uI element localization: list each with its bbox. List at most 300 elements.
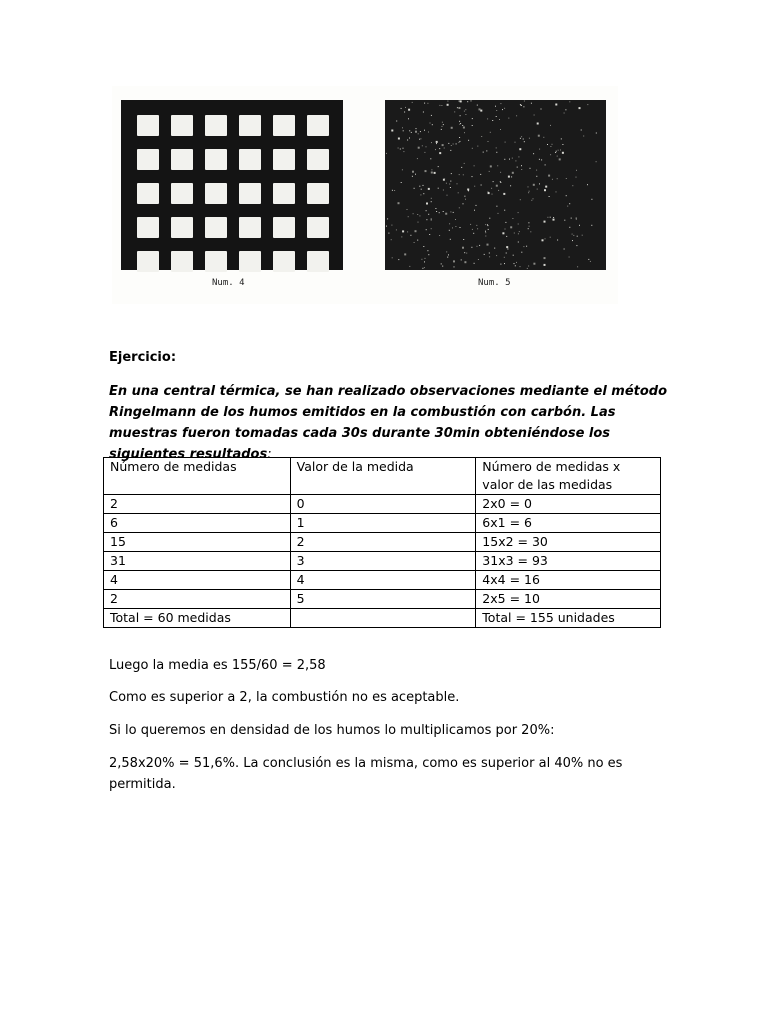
speckle-dot: [562, 152, 564, 154]
statement-tail: :: [267, 447, 272, 462]
speckle-dot: [426, 229, 427, 230]
speckle-dot: [472, 118, 473, 119]
speckle-dot: [443, 211, 444, 212]
speckle-dot: [452, 227, 453, 228]
speckle-dot: [506, 236, 507, 237]
speckle-dot: [409, 266, 410, 267]
table-cell: 15: [104, 533, 291, 552]
speckle-dot: [503, 193, 505, 195]
speckle-dot: [431, 219, 432, 220]
perforation-hole: [307, 217, 329, 238]
speckle-dot: [519, 231, 520, 232]
speckle-dot: [587, 104, 588, 105]
speckle-dot: [447, 257, 448, 258]
speckle-dot: [560, 150, 561, 151]
speckle-dot: [436, 141, 438, 143]
speckle-dot: [470, 224, 471, 225]
speckle-dot: [564, 113, 565, 114]
speckle-dot: [529, 191, 530, 192]
speckle-dot: [496, 206, 497, 207]
table-cell: 4: [290, 571, 476, 590]
speckle-dot: [528, 186, 529, 187]
speckle-dot: [459, 101, 460, 102]
table-row: [104, 571, 661, 590]
speckle-dot: [488, 141, 489, 142]
perforation-hole: [205, 251, 227, 272]
table-row: [104, 495, 661, 514]
speckle-dot: [545, 186, 547, 188]
speckle-dot: [431, 115, 432, 116]
table-cell: 15x2 = 30: [476, 533, 661, 552]
speckle-dot: [552, 179, 553, 180]
speckle-dot: [496, 147, 497, 148]
speckle-dot: [428, 214, 429, 215]
speckle-dot: [408, 109, 410, 111]
speckle-dot: [512, 218, 513, 219]
speckle-dot: [387, 218, 388, 219]
speckle-dot: [429, 234, 430, 235]
exercise-statement: [109, 381, 669, 465]
speckle-dot: [461, 259, 462, 260]
speckle-dot: [453, 144, 454, 145]
speckle-dot: [561, 138, 562, 139]
speckle-dot: [547, 144, 548, 145]
table-cell: 31x3 = 93: [476, 552, 661, 571]
speckle-dot: [412, 176, 413, 177]
perforation-grid: [137, 115, 329, 272]
speckle-dot: [506, 246, 508, 248]
speckle-dot: [409, 130, 410, 131]
speckle-dot: [401, 182, 402, 183]
speckle-dot: [431, 169, 432, 170]
perforation-hole: [239, 115, 261, 136]
speckle-dot: [478, 259, 479, 260]
speckle-dot: [477, 105, 478, 106]
speckle-dot: [443, 124, 444, 125]
speckle-dot: [569, 101, 570, 102]
speckle-dot: [464, 196, 465, 197]
speckle-dot: [539, 149, 540, 150]
speckle-dot: [431, 142, 432, 143]
speckle-dot: [451, 173, 452, 174]
perforation-hole: [205, 149, 227, 170]
speckle-dot: [506, 253, 507, 254]
perforation-hole: [273, 115, 295, 136]
speckle-dot: [556, 191, 557, 192]
speckle-dot: [483, 152, 484, 153]
perforation-hole: [307, 115, 329, 136]
speckle-dot: [398, 202, 400, 204]
table-row: [104, 533, 661, 552]
perforation-hole: [171, 115, 193, 136]
speckle-dot: [529, 138, 530, 139]
speckle-dot: [460, 100, 462, 102]
speckle-dot: [431, 198, 432, 199]
speckle-dot: [423, 112, 424, 113]
speckle-dot: [480, 110, 482, 112]
speckle-dot: [441, 105, 442, 106]
speckle-dot: [463, 203, 464, 204]
speckle-dot: [450, 187, 451, 188]
speckle-dot: [426, 210, 427, 211]
speckle-dot: [451, 127, 453, 129]
speckle-dot: [405, 107, 406, 108]
speckle-dot: [403, 148, 404, 149]
speckle-dot: [412, 171, 414, 173]
speckle-dot: [403, 130, 404, 131]
speckle-dot: [545, 238, 546, 239]
speckle-dot: [426, 203, 428, 205]
speckle-dot: [481, 185, 482, 186]
speckle-dot: [477, 146, 478, 147]
speckle-dot: [392, 190, 393, 191]
speckle-dot: [442, 122, 443, 123]
speckle-dot: [564, 249, 565, 250]
speckle-dot: [490, 132, 491, 133]
speckle-dot: [485, 224, 486, 225]
speckle-dot: [569, 257, 570, 258]
speckle-dot: [425, 170, 427, 172]
speckle-dot: [582, 235, 583, 236]
speckle-dot: [539, 183, 540, 184]
speckle-dot: [487, 225, 488, 226]
speckle-dot: [543, 137, 544, 138]
perforation-hole: [137, 217, 159, 238]
speckle-dot: [418, 222, 419, 223]
speckle-dot: [394, 190, 395, 191]
speckle-dot: [572, 234, 573, 235]
speckle-dot: [583, 136, 584, 137]
speckle-dot: [416, 128, 417, 129]
speckle-dot: [533, 184, 535, 186]
speckle-dot: [391, 130, 393, 132]
speckle-dot: [530, 231, 531, 232]
speckle-dot: [411, 132, 412, 133]
speckle-dot: [428, 132, 429, 133]
speckle-dot: [463, 127, 465, 129]
speckle-dot: [520, 138, 521, 139]
speckle-dot: [524, 101, 525, 102]
speckle-dot: [556, 151, 557, 152]
speckle-dot: [559, 158, 561, 160]
table-cell: 6: [104, 514, 291, 533]
speckle-dot: [490, 165, 492, 167]
speckle-dot: [519, 148, 521, 150]
speckle-dot: [588, 259, 589, 260]
speckle-dot: [441, 129, 442, 130]
speckle-dot: [518, 156, 519, 157]
speckle-dot: [518, 242, 519, 243]
speckle-dot: [479, 108, 481, 110]
table-row: [104, 590, 661, 609]
speckle-dot: [536, 176, 537, 177]
perforation-hole: [205, 115, 227, 136]
speckle-dot: [510, 226, 512, 228]
speckle-dot: [445, 213, 447, 215]
speckle-dot: [489, 256, 490, 257]
speckle-dot: [533, 153, 534, 154]
speckle-dot: [425, 258, 426, 259]
speckle-dot: [410, 235, 411, 236]
speckle-dot: [474, 165, 475, 166]
table-cell: 4x4 = 16: [476, 571, 661, 590]
speckle-dot: [498, 190, 499, 191]
speckle-dot: [431, 201, 432, 202]
speckle-dot: [407, 209, 408, 210]
speckle-dot: [449, 223, 450, 224]
speckle-dot: [420, 194, 421, 195]
table-cell: Total = 155 unidades: [476, 609, 661, 628]
speckle-dot: [528, 266, 529, 267]
speckle-dot: [550, 154, 551, 155]
speckle-dot: [462, 125, 463, 126]
speckle-dot: [596, 161, 597, 162]
speckle-dot: [455, 226, 456, 227]
speckle-dot: [409, 138, 410, 139]
speckle-dot: [459, 121, 460, 122]
speckle-dot: [439, 212, 440, 213]
speckle-dot: [448, 254, 449, 255]
speckle-dot: [508, 118, 509, 119]
speckle-dot: [417, 240, 418, 241]
speckle-dot: [499, 119, 500, 120]
speckle-dot: [454, 111, 455, 112]
speckle-dot: [391, 239, 392, 240]
speckle-dot: [420, 138, 421, 139]
speckle-dot: [504, 210, 505, 211]
speckle-dot: [566, 195, 567, 196]
table-cell: [290, 609, 476, 628]
perforation-hole: [205, 217, 227, 238]
speckle-dot: [564, 220, 565, 221]
table-cell: Total = 60 medidas: [104, 609, 291, 628]
speckle-dot: [459, 174, 460, 175]
speckle-dot: [527, 268, 528, 269]
table-cell: 2: [104, 495, 291, 514]
speckle-dot: [402, 127, 403, 128]
speckle-dot: [414, 188, 415, 189]
speckle-dot: [436, 211, 437, 212]
perforation-hole: [307, 183, 329, 204]
speckle-dot: [400, 149, 401, 150]
table-cell: 1: [290, 514, 476, 533]
speckle-dot: [449, 184, 450, 185]
speckle-dot: [500, 172, 501, 173]
speckle-dot: [486, 150, 487, 151]
perforation-hole: [137, 149, 159, 170]
speckle-dot: [415, 174, 416, 175]
speckle-dot: [557, 240, 558, 241]
ringelmann-card-4: [121, 100, 343, 270]
mean-paragraph: Luego la media es 155/60 = 2,58: [109, 658, 326, 673]
perforation-hole: [307, 251, 329, 272]
speckle-dot: [420, 131, 421, 132]
speckle-dot: [442, 126, 443, 127]
speckle-dot: [579, 225, 580, 226]
speckle-dot: [431, 228, 432, 229]
speckle-dot: [526, 246, 527, 247]
acceptability-paragraph: Como es superior a 2, la combustión no es aceptable.: [109, 690, 460, 705]
speckle-dot: [547, 217, 548, 218]
speckle-dot: [505, 229, 506, 230]
speckle-dot: [450, 211, 451, 212]
speckle-dot: [497, 165, 498, 166]
speckle-dot: [523, 246, 524, 247]
speckle-dot: [472, 148, 473, 149]
speckle-dot: [459, 137, 460, 138]
speckle-dot: [439, 105, 440, 106]
speckle-dot: [502, 232, 504, 234]
speckle-dot: [481, 136, 482, 137]
speckle-dot: [450, 150, 451, 151]
speckle-dot: [464, 111, 465, 112]
speckle-dot: [500, 264, 501, 265]
speckle-dot: [477, 228, 478, 229]
speckle-dot: [523, 139, 524, 140]
speckle-dot: [431, 218, 432, 219]
speckle-dot: [591, 199, 592, 200]
speckle-dot: [447, 101, 448, 102]
speckle-dot: [442, 144, 444, 146]
speckle-dot: [398, 138, 400, 140]
speckle-dot: [576, 218, 577, 219]
speckle-dot: [558, 150, 559, 151]
perforation-hole: [239, 217, 261, 238]
speckle-dot: [488, 192, 489, 193]
table-cell: 31: [104, 552, 291, 571]
speckle-dot: [398, 148, 399, 149]
speckle-dot: [566, 178, 567, 179]
speckle-dot: [408, 118, 409, 119]
speckle-dot: [536, 170, 537, 171]
speckle-dot: [569, 203, 570, 204]
speckle-dot: [444, 178, 445, 179]
perforation-hole: [273, 149, 295, 170]
speckle-dot: [413, 213, 414, 214]
speckle-dot: [414, 242, 415, 243]
speckle-dot: [577, 236, 578, 237]
speckle-dot: [542, 239, 544, 241]
speckle-dot: [467, 101, 468, 102]
speckle-dot: [502, 109, 503, 110]
speckle-dot: [524, 141, 525, 142]
speckle-dot: [500, 129, 501, 130]
speckle-dot: [457, 183, 458, 184]
speckle-dot: [457, 107, 458, 108]
speckle-dot: [544, 221, 546, 223]
speckle-dot: [485, 236, 486, 237]
speckle-dot: [477, 246, 478, 247]
speckle-dot: [537, 123, 539, 125]
table-cell: 5: [290, 590, 476, 609]
speckle-dot: [423, 193, 424, 194]
density-paragraph: Si lo queremos en densidad de los humos lo multiplicamos por 20%:: [109, 723, 555, 738]
speckle-dot: [396, 229, 397, 230]
table-cell: 3: [290, 552, 476, 571]
speckle-dot: [450, 181, 451, 182]
speckle-dot: [541, 109, 542, 110]
speckle-dot: [531, 103, 532, 104]
header-cell: Número de medidas x valor de las medidas: [476, 458, 661, 495]
speckle-dot: [539, 159, 540, 160]
perforation-hole: [137, 183, 159, 204]
perforation-hole: [137, 115, 159, 136]
speckle-dot: [426, 146, 427, 147]
table-cell: 2x5 = 10: [476, 590, 661, 609]
perforation-hole: [239, 251, 261, 272]
speckle-dot: [464, 132, 465, 133]
speckle-dot: [423, 246, 424, 247]
speckle-dot: [550, 237, 551, 238]
speckle-dot: [529, 226, 530, 227]
perforation-hole: [171, 217, 193, 238]
speckle-dot: [538, 135, 540, 137]
speckle-dot: [427, 250, 428, 251]
speckle-dot: [512, 172, 514, 174]
perforation-hole: [171, 183, 193, 204]
speckle-dot: [496, 116, 497, 117]
speckle-dot: [447, 195, 448, 196]
speckle-dot: [517, 167, 518, 168]
speckle-dot: [569, 227, 570, 228]
speckle-dot: [451, 145, 452, 146]
ringelmann-figure: [112, 86, 618, 304]
speckle-dot: [398, 259, 399, 260]
speckle-dot: [496, 255, 497, 256]
speckle-dot: [417, 158, 418, 159]
header-cell: Número de medidas: [104, 458, 291, 495]
exercise-heading: Ejercicio:: [109, 350, 177, 365]
speckle-dot: [427, 103, 428, 104]
speckle-dot: [415, 131, 417, 133]
header-cell: Valor de la medida: [290, 458, 476, 495]
results-table: [103, 457, 661, 628]
speckle-dot: [388, 233, 389, 234]
speckle-dot: [421, 259, 422, 260]
speckle-dot: [403, 151, 404, 152]
conclusion-paragraph: 2,58x20% = 51,6%. La conclusión es la misma, como es superior al 40% no es permitida.: [109, 756, 623, 792]
speckle-dot: [453, 260, 455, 262]
ringelmann-card-5: [385, 100, 606, 270]
speckle-dot: [577, 266, 578, 267]
speckle-dot: [485, 231, 486, 232]
speckle-dot: [518, 233, 519, 234]
speckle-dot: [467, 189, 469, 191]
speckle-dot: [534, 115, 535, 116]
speckle-dot: [472, 125, 473, 126]
speckle-dot: [511, 176, 512, 177]
speckle-dot: [455, 219, 456, 220]
speckle-dot: [415, 230, 417, 232]
perforation-hole: [273, 217, 295, 238]
speckle-dot: [590, 261, 591, 262]
speckle-dot: [510, 185, 511, 186]
speckle-dot: [476, 205, 477, 206]
speckle-dot: [424, 103, 425, 104]
speckle-dot: [579, 107, 581, 109]
speckle-dot: [514, 233, 515, 234]
speckle-dot: [404, 112, 405, 113]
speckle-dot: [581, 130, 582, 131]
table-cell: 2x0 = 0: [476, 495, 661, 514]
speckle-dot: [464, 163, 465, 164]
perforation-hole: [273, 183, 295, 204]
perforation-hole: [239, 149, 261, 170]
speckle-dot: [549, 196, 550, 197]
speckle-dot: [479, 245, 480, 246]
perforation-hole: [171, 149, 193, 170]
speckle-dot: [521, 252, 522, 253]
